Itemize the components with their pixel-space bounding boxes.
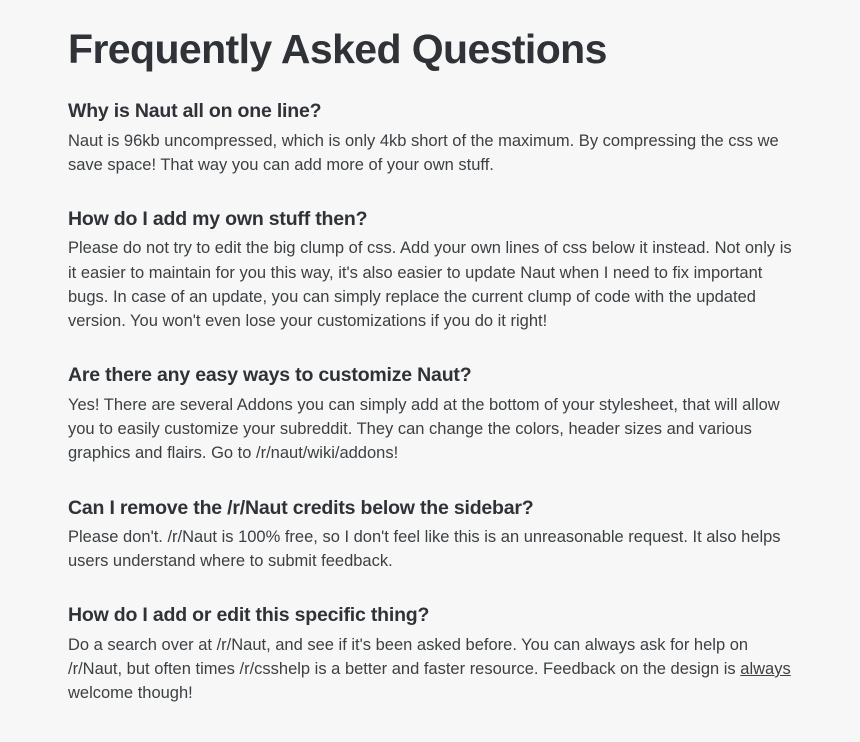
page-title: Frequently Asked Questions (68, 26, 607, 72)
faq-item (68, 496, 792, 574)
faq-question: How do I add or edit this specific thing? (68, 604, 430, 627)
faq-answer-suffix: welcome though! (68, 684, 193, 703)
faq-answer: Naut is 96kb uncompressed, which is only 4kb short of the maximum. By compressing the css we save space! That way you can add more of your own stuff. (68, 131, 779, 174)
faq-list (68, 99, 792, 705)
faq-answer: Yes! There are several Addons you can simply add at the bottom of your stylesheet, that will allow you to easily customize your subreddit. They can change the colors, header sizes and various graphics and flairs. Go to /r/naut/wiki/addons! (68, 395, 780, 463)
faq-answer-underlined-text: always (740, 660, 791, 679)
faq-answer-prefix: Do a search over at /r/Naut, and see if it's been asked before. You can always ask for help on /r/Naut, but often times /r/csshelp is a better and faster resource. Feedback on the design is (68, 635, 749, 679)
faq-answer: Please do not try to edit the big clump of css. Add your own lines of css below it instead. Not only is it easier to maintain for you this way, it's also easier to update Naut when I need to fix important bugs. In case of an update, you can simply replace the current clump of code with the updated version. You won't even lose your customizations if you do it right! (68, 239, 792, 331)
faq-item (68, 603, 792, 705)
faq-item (68, 207, 792, 333)
faq-answer (68, 633, 792, 706)
faq-item (68, 99, 792, 177)
faq-question: Can I remove the /r/Naut credits below the sidebar? (68, 496, 534, 519)
faq-question: How do I add my own stuff then? (68, 208, 368, 231)
faq-question: Are there any easy ways to customize Naut? (68, 364, 472, 387)
faq-answer: Please don't. /r/Naut is 100% free, so I don't feel like this is an unreasonable request. It also helps users understand where to submit feedback. (68, 527, 781, 571)
faq-question: Why is Naut all on one line? (68, 100, 322, 123)
faq-item (68, 363, 792, 465)
